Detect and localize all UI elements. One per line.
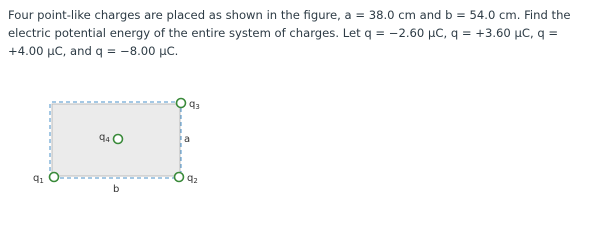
dimension-a-label: a [184, 134, 191, 145]
charge-q1-label: $q_1$ [33, 173, 44, 185]
charge-q3-icon [177, 99, 186, 108]
charge-q2-label: $q_2$ [187, 173, 198, 185]
charge-q3-label: $q_3$ [189, 99, 200, 111]
charge-q2-icon [175, 173, 184, 182]
charge-q4-label: $q_4$ [99, 132, 110, 144]
problem-statement: Four point-like charges are placed as shown in the figure, a = 38.0 cm and b = 54.0 cm. Find the electric potential energy of the entire system of charges. Let q = −2.60 μC, q = +3.60 μC, q = +4.00 μC, and q = −8.00 μC. [8, 8, 571, 58]
dimension-b-label: b [113, 184, 120, 195]
charge-q4-icon [114, 135, 123, 144]
charge-q1-icon [50, 173, 59, 182]
